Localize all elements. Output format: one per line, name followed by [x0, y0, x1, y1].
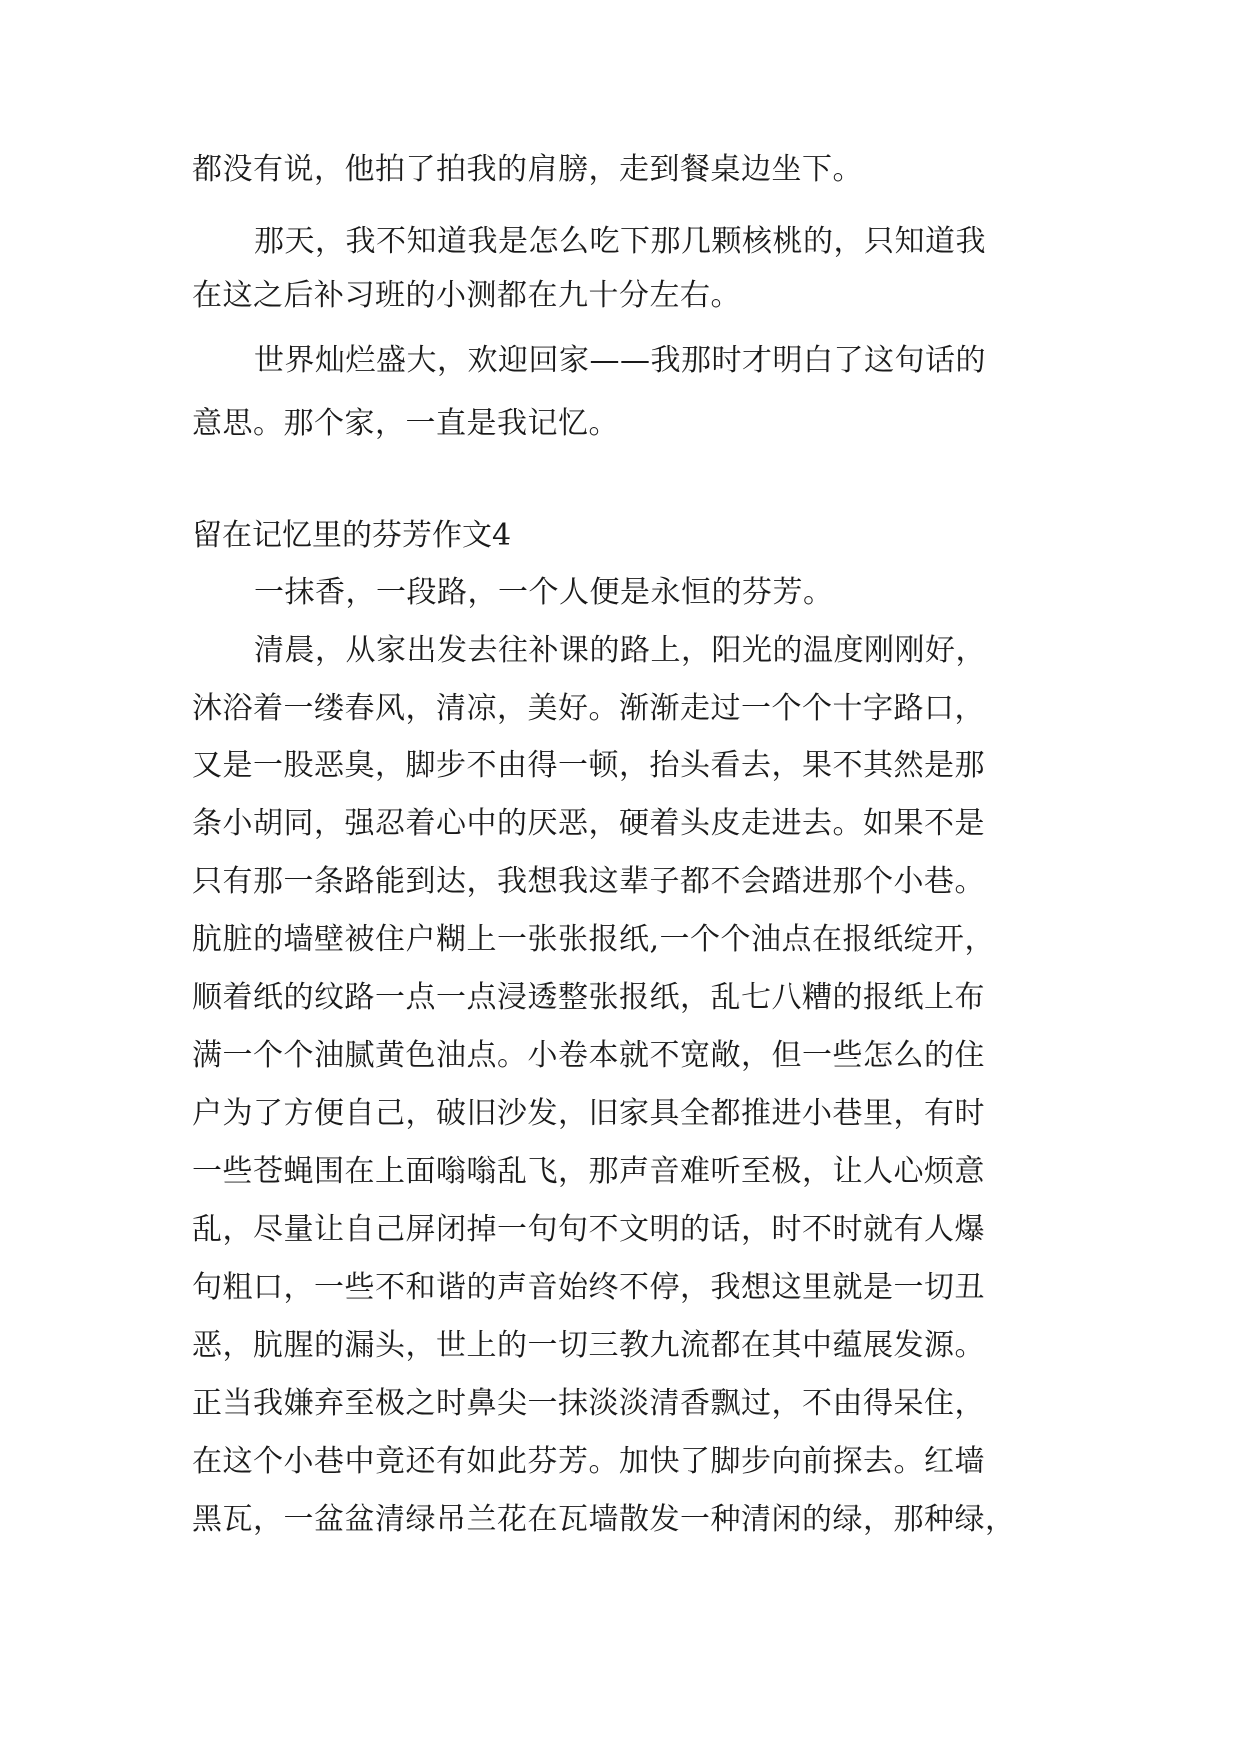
text-line: 只有那一条路能到达，我想我这辈子都不会踏进那个小巷。	[192, 864, 985, 899]
text-line: 沐浴着一缕春风，清凉，美好。渐渐走过一个个十字路口，	[192, 691, 985, 726]
paragraph-first-line: 一抹香，一段路，一个人便是永恒的芬芳。	[254, 575, 834, 610]
text-line: 意思。那个家，一直是我记忆。	[192, 406, 619, 441]
text-line: 黑瓦，一盆盆清绿吊兰花在瓦墙散发一种清闲的绿，那种绿，	[192, 1502, 1016, 1537]
text-line: 句粗口，一些不和谐的声音始终不停，我想这里就是一切丑	[192, 1270, 985, 1305]
text-line: 恶，肮腥的漏头，世上的一切三教九流都在其中蕴展发源。	[192, 1328, 985, 1363]
paragraph-first-line: 世界灿烂盛大，欢迎回家——我那时才明白了这句话的	[254, 343, 986, 378]
paragraph-first-line: 清晨，从家出发去往补课的路上，阳光的温度刚刚好，	[254, 633, 986, 668]
paragraph-first-line: 那天，我不知道我是怎么吃下那几颗核桃的，只知道我	[254, 224, 986, 259]
text-line: 满一个个油腻黄色油点。小卷本就不宽敞，但一些怎么的住	[192, 1038, 985, 1073]
text-line: 在这个小巷中竟还有如此芬芳。加快了脚步向前探去。红墙	[192, 1444, 985, 1479]
text-line: 乱，尽量让自己屏闭掉一句句不文明的话，时不时就有人爆	[192, 1212, 985, 1247]
text-line: 户为了方便自己，破旧沙发，旧家具全都推进小巷里，有时	[192, 1096, 985, 1131]
text-line: 又是一股恶臭，脚步不由得一顿，抬头看去，果不其然是那	[192, 748, 985, 783]
text-line: 顺着纸的纹路一点一点浸透整张报纸，乱七八糟的报纸上布	[192, 980, 985, 1015]
text-line: 正当我嫌弃至极之时鼻尖一抹淡淡清香飘过，不由得呆住，	[192, 1386, 985, 1421]
text-line: 肮脏的墙壁被住户糊上一张张报纸,一个个油点在报纸绽开，	[192, 922, 996, 957]
text-line: 都没有说，他拍了拍我的肩膀，走到餐桌边坐下。	[192, 152, 863, 187]
text-line: 条小胡同，强忍着心中的厌恶，硬着头皮走进去。如果不是	[192, 806, 985, 841]
section-heading: 留在记忆里的芬芳作文4	[192, 518, 512, 553]
text-line: 一些苍蝇围在上面嗡嗡乱飞，那声音难听至极，让人心烦意	[192, 1154, 985, 1189]
text-line: 在这之后补习班的小测都在九十分左右。	[192, 278, 741, 313]
